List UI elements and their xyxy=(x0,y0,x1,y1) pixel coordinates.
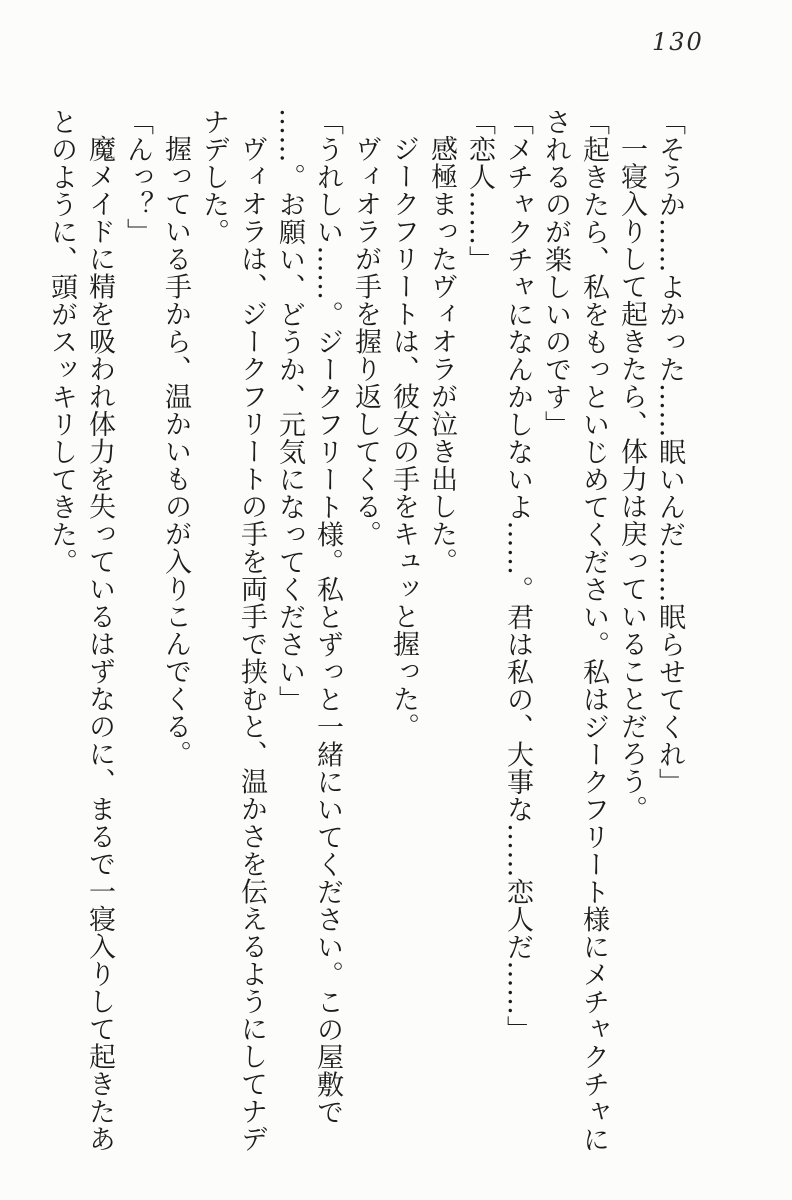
text-line: 「んっ？」 xyxy=(122,108,153,246)
text-line: されるのが楽しいのです」 xyxy=(540,108,571,438)
text-line: ナデした。 xyxy=(198,108,229,246)
page-number: 130 xyxy=(652,28,704,56)
text-line: とのように、頭がスッキリしてきた。 xyxy=(46,108,77,576)
text-line: 魔メイドに精を吸われ体力を失っているはずなのに、まるで一寝入りして起きたあ xyxy=(84,135,115,1153)
text-line: ……。お願い、どうか、元気になってください」 xyxy=(274,108,305,713)
text-line: 握っている手から、温かいものが入りこんでくる。 xyxy=(160,135,191,768)
text-line: 「恋人……」 xyxy=(464,108,495,273)
text-line: 感極まったヴィオラが泣き出した。 xyxy=(426,135,457,575)
text-line: 「うれしい……。ジークフリート様。私とずっと一緒にいてください。この屋敷で xyxy=(312,108,343,1126)
text-line: 「そうか……よかった……眠いんだ……眠らせてくれ」 xyxy=(654,108,685,796)
text-line: ヴィオラが手を握り返してくる。 xyxy=(350,135,381,548)
text-line: ジークフリートは、彼女の手をキュッと握った。 xyxy=(388,135,419,740)
text-line: 「起きたら、私をもっといじめてください。私はジークフリート様にメチャクチャに xyxy=(578,108,609,1153)
text-line: 一寝入りして起きたら、体力は戻っていることだろう。 xyxy=(616,135,647,823)
text-line: 「メチャクチャになんかしないよ……。君は私の、大事な……恋人だ……」 xyxy=(502,108,533,1043)
main-text xyxy=(42,108,688,1160)
text-line: ヴィオラは、ジークフリートの手を両手で挟むと、温かさを伝えるようにしてナデ xyxy=(236,135,267,1153)
